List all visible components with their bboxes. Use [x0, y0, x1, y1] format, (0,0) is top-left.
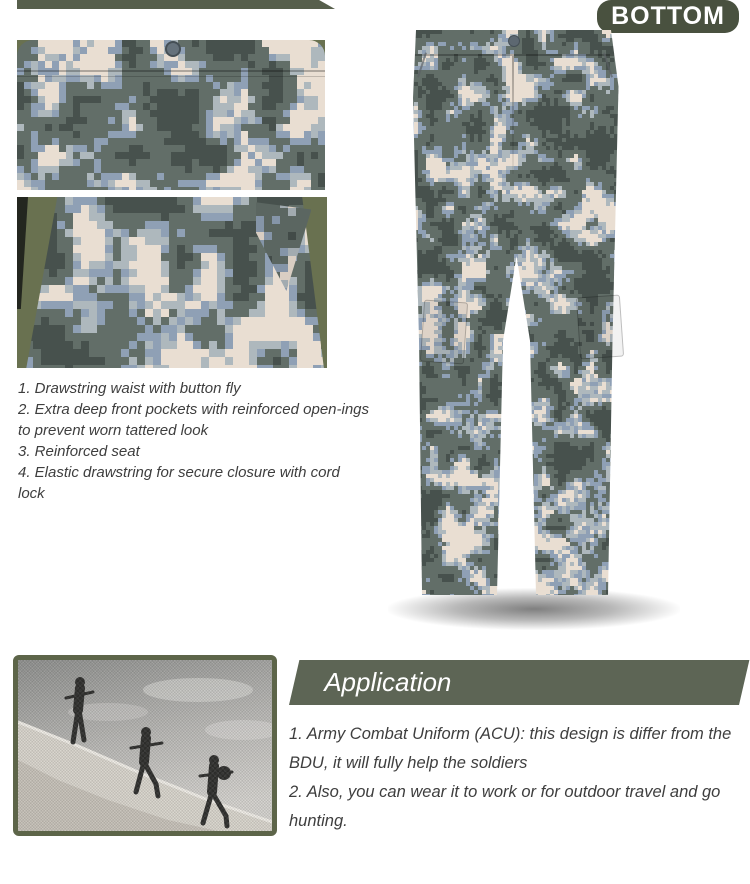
application-title: Application: [324, 667, 452, 697]
waist-camo-fabric: [17, 40, 325, 190]
soldiers-scene-art: [18, 660, 272, 831]
pants-silhouette: [398, 30, 698, 595]
pants-full-photo: [398, 30, 698, 625]
application-item: 2. Also, you can wear it to work or for outdoor travel and go hunting.: [289, 783, 721, 830]
waistband-seam: [17, 70, 325, 72]
application-item: 1. Army Combat Uniform (ACU): this design is differ from the BDU, it will fully help the soldiers: [289, 725, 732, 772]
waistband-stitch: [17, 76, 325, 77]
previous-section-strip: [17, 0, 335, 9]
soldiers-photo: [13, 655, 277, 836]
waist-button: [165, 41, 181, 57]
feature-list: [18, 378, 370, 504]
section-badge: BOTTOM: [597, 0, 739, 33]
application-text: [289, 720, 750, 836]
pocket-detail-photo: [17, 197, 327, 368]
fabric-edge-decor: [17, 197, 28, 309]
application-banner: [289, 660, 749, 705]
feature-item: 1. Drawstring waist with button fly: [18, 380, 241, 397]
feature-item: 3. Reinforced seat: [18, 443, 140, 460]
feature-item: 4. Elastic drawstring for secure closure with cord lock: [18, 464, 340, 502]
feature-item: 2. Extra deep front pockets with reinforced open-ings to prevent worn tattered look: [18, 401, 370, 439]
waist-detail-photo: [17, 40, 325, 190]
